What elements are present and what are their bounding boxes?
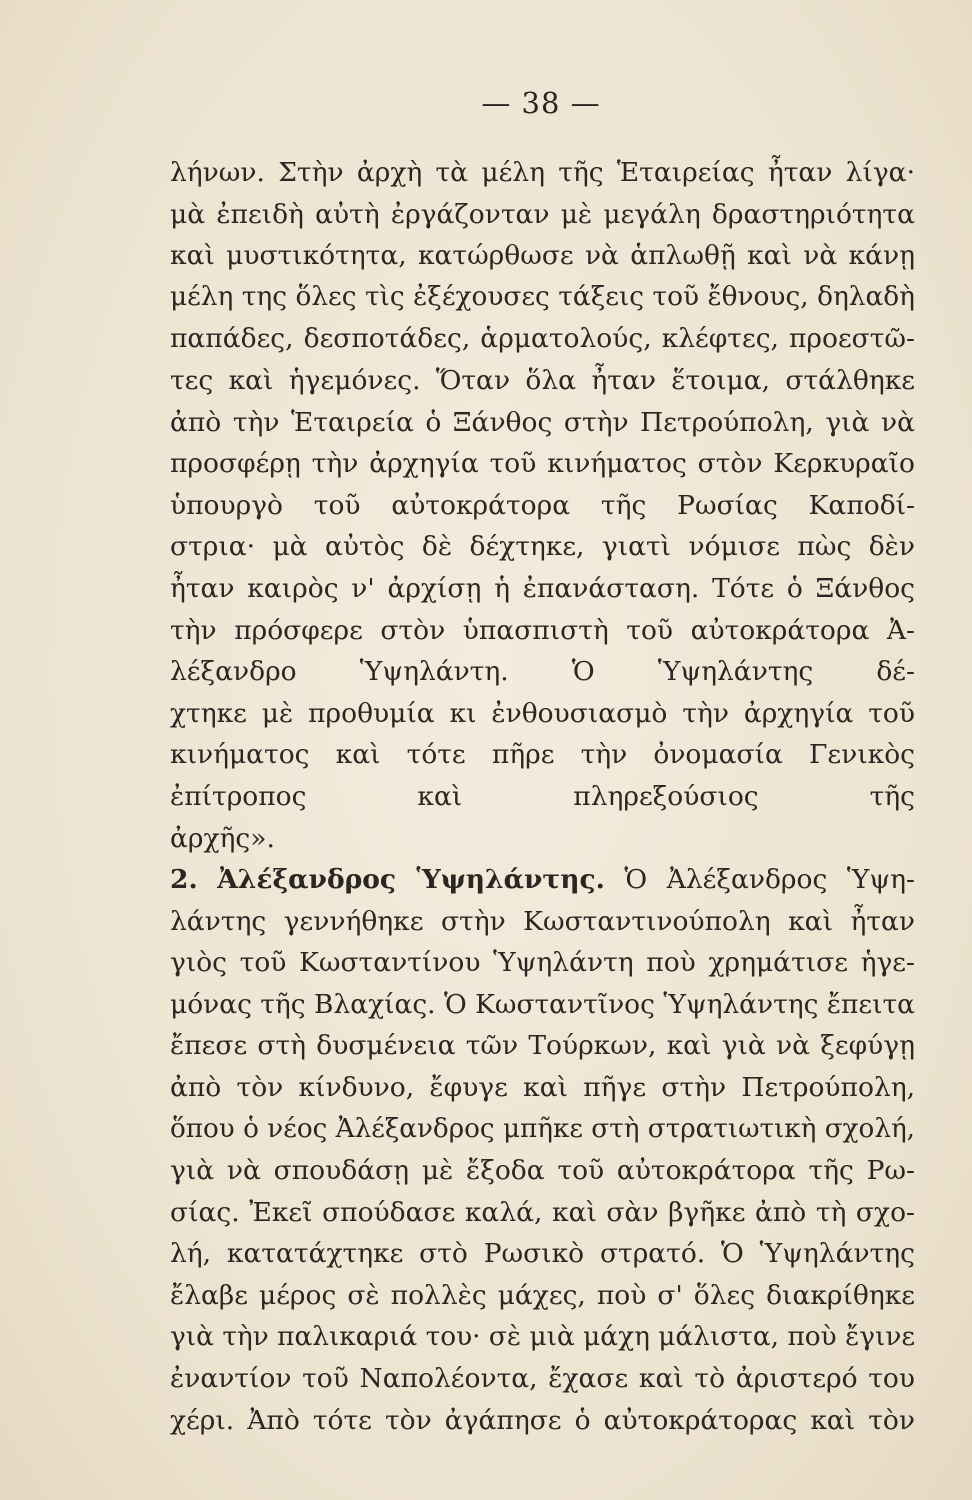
text-line: μέλη της ὅλες τὶς ἐξέχουσες τάξεις τοῦ ἔθνους, δηλαδὴ <box>170 281 915 312</box>
text-line: ἐπίτροπος καὶ πληρεξούσιος τῆς <box>170 780 915 812</box>
text-line: ἦταν καιρὸς ν' ἀρχίσῃ ἡ ἐπανάσταση. Τότε ὁ Ξάνθος <box>170 572 915 604</box>
text-line: λάντης γεννήθηκε στὴν Κωσταντινούπολη καὶ ἦταν <box>170 905 915 937</box>
text-line: σίας. Ἐκεῖ σπούδασε καλά, καὶ σὰν βγῆκε ἀπὸ τὴ σχο- <box>170 1196 915 1228</box>
text-line: ἀρχῆς». <box>170 822 275 854</box>
text-line: παπάδες, δεσποτάδες, ἁρματολούς, κλέφτες, προεστῶ- <box>170 323 915 355</box>
text-line: ἔλαβε μέρος σὲ πολλὲς μάχες, ποὺ σ' ὅλες διακρίθηκε <box>170 1280 915 1312</box>
text-line: γιὰ τὴν παλικαριά του· σὲ μιὰ μάχη μάλιστα, ποὺ ἔγινε <box>170 1321 915 1352</box>
text-line: τες καὶ ἡγεμόνες. Ὅταν ὅλα ἦταν ἕτοιμα, στάλθηκε <box>170 364 915 396</box>
text-line: προσφέρῃ τὴν ἀρχηγία τοῦ κινήματος στὸν Κερκυραῖο <box>170 448 915 480</box>
section-title: Ἀλέξανδρος Ὑψηλάντης. <box>217 864 605 896</box>
text-line: γιὰ νὰ σπουδάσῃ μὲ ἔξοδα τοῦ αὐτοκράτορα τῆς Ρω- <box>170 1155 915 1187</box>
section-heading-line <box>170 859 915 901</box>
text-line: κινήματος καὶ τότε πῆρε τὴν ὀνομασία Γενικὸς <box>170 739 915 771</box>
text-line: ἔπεσε στὴ δυσμένεια τῶν Τούρκων, καὶ γιὰ νὰ ξεφύγῃ <box>170 1030 915 1062</box>
text-line: χέρι. Ἀπὸ τότε τὸν ἀγάπησε ὁ αὐτοκράτορας καὶ τὸν <box>170 1404 915 1436</box>
text-line: τὴν πρόσφερε στὸν ὑπασπιστὴ τοῦ αὐτοκράτορα Ἀ- <box>170 614 915 646</box>
text-line: στρια· μὰ αὐτὸς δὲ δέχτηκε, γιατὶ νόμισε πὼς δὲν <box>170 531 915 563</box>
section-number: 2. <box>170 864 198 896</box>
section-heading-rest: Ὁ Ἀλέξανδρος Ὑψη- <box>604 864 915 896</box>
text-line: γιὸς τοῦ Κωσταντίνου Ὑψηλάντη ποὺ χρημάτισε ἡγε- <box>170 947 915 979</box>
text-line: λέξανδρο Ὑψηλάντη. Ὁ Ὑψηλάντης δέ- <box>170 656 915 688</box>
text-line: μόνας τῆς Βλαχίας. Ὁ Κωσταντῖνος Ὑψηλάντης ἔπειτα <box>170 988 915 1020</box>
text-line: λήνων. Στὴν ἀρχὴ τὰ μέλη τῆς Ἑταιρείας ἦταν λίγα· <box>170 157 915 188</box>
text-line: καὶ μυστικότητα, κατώρθωσε νὰ ἁπλωθῇ καὶ νὰ κάνῃ <box>170 240 915 272</box>
text-line: ἀπὸ τὸν κίνδυνο, ἔφυγε καὶ πῆγε στὴν Πετρούπολη, <box>170 1072 915 1104</box>
text-line: ὅπου ὁ νέος Ἀλέξανδρος μπῆκε στὴ στρατιωτικὴ σχολή, <box>170 1113 915 1144</box>
text-line: ἐναντίον τοῦ Ναπολέοντα, ἔχασε καὶ τὸ ἀριστερό του <box>170 1363 915 1395</box>
body-text <box>170 152 915 1441</box>
text-line: λή, κατατάχτηκε στὸ Ρωσικὸ στρατό. Ὁ Ὑψηλάντης <box>170 1238 915 1270</box>
text-line: ἀπὸ τὴν Ἑταιρεία ὁ Ξάνθος στὴν Πετρούπολη, γιὰ νὰ <box>170 406 915 438</box>
text-line: ὑπουργὸ τοῦ αὐτοκράτορα τῆς Ρωσίας Καποδί- <box>170 489 915 521</box>
text-line: χτηκε μὲ προθυμία κι ἐνθουσιασμὸ τὴν ἀρχηγία τοῦ <box>170 697 915 729</box>
text-line: μὰ ἐπειδὴ αὐτὴ ἐργάζονταν μὲ μεγάλη δραστηριότητα <box>170 198 915 230</box>
page-number: — 38 — <box>481 86 601 120</box>
